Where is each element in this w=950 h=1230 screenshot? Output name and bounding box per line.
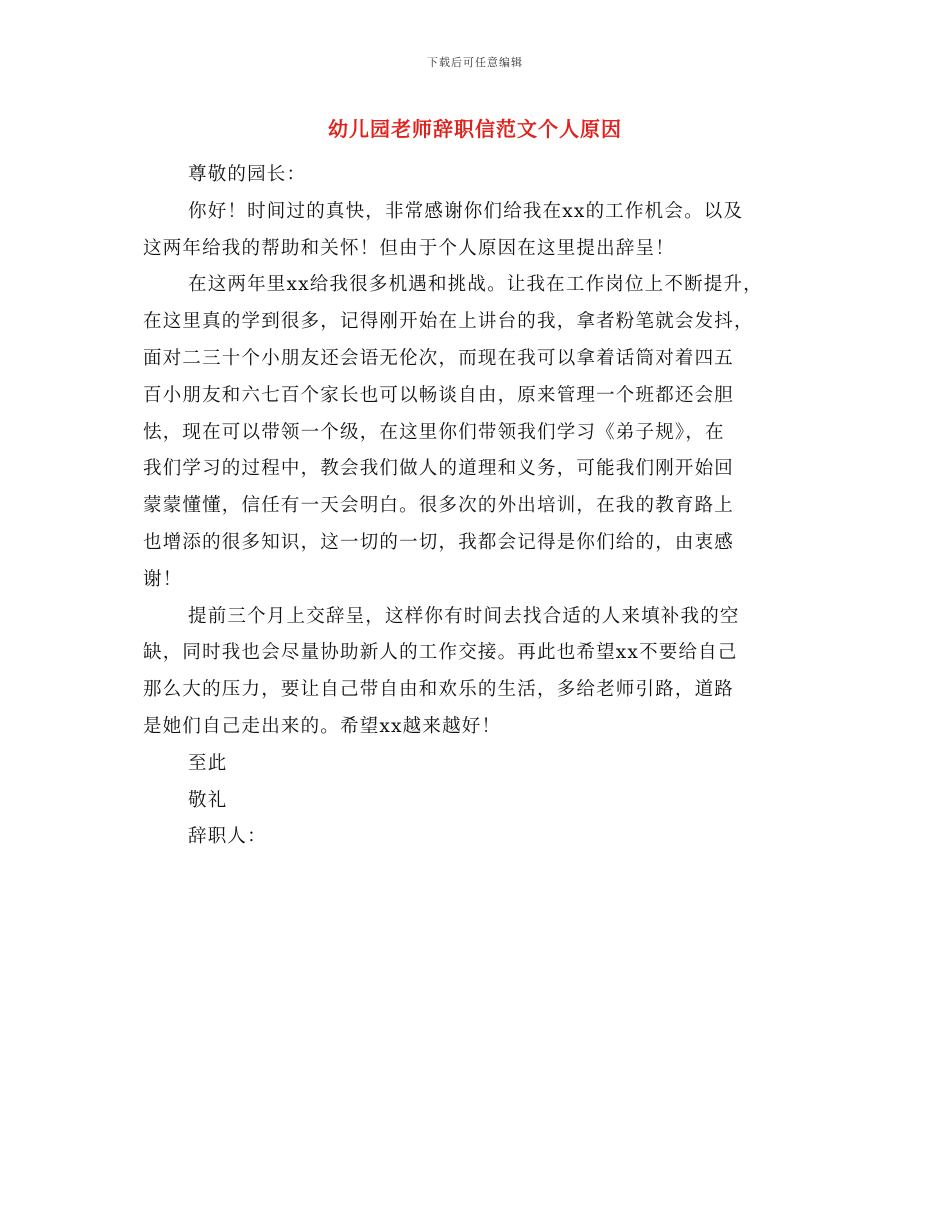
paragraph-2-line-3: 面对二三十个小朋友还会语无伦次，而现在我可以拿着话筒对着四五 [143, 347, 735, 369]
letter-body [143, 157, 823, 856]
paragraph-1-line-1: 你好！时间过的真快，非常感谢你们给我在xx的工作机会。以及 [188, 200, 744, 222]
closing-line-2: 敬礼 [188, 789, 228, 811]
paragraph-2-line-2: 在这里真的学到很多，记得刚开始在上讲台的我，拿者粉笔就会发抖， [143, 311, 754, 333]
paragraph-2-line-4: 百小朋友和六七百个家长也可以畅谈自由，原来管理一个班都还会胆 [143, 384, 735, 406]
paragraph-2-line-5: 怯，现在可以带领一个级，在这里你们带领我们学习《弟子规》，在 [143, 421, 725, 443]
paragraph-2-line-6: 我们学习的过程中，教会我们做人的道理和义务，可能我们刚开始回 [143, 458, 735, 480]
paragraph-3-line-1: 提前三个月上交辞呈，这样你有时间去找合适的人来填补我的空 [188, 605, 740, 627]
greeting: 尊敬的园长： [188, 164, 307, 185]
paragraph-2-line-7: 蒙蒙懂懂，信任有一天会明白。很多次的外出培训，在我的教育路上 [143, 495, 735, 517]
paragraph-2-line-8: 也增添的很多知识，这一切的一切，我都会记得是你们给的，由衷感 [143, 531, 735, 553]
signature-label: 辞职人： [188, 826, 267, 848]
paragraph-2-line-1: 在这两年里xx给我很多机遇和挑战。让我在工作岗位上不断提升， [188, 274, 763, 296]
paragraph-2-line-9: 谢！ [143, 568, 183, 590]
paragraph-1-line-2: 这两年给我的帮助和关怀！但由于个人原因在这里提出辞呈！ [143, 237, 675, 259]
paragraph-3-line-3: 那么大的压力，要让自己带自由和欢乐的生活，多给老师引路，道路 [143, 679, 735, 701]
closing-line-1: 至此 [188, 752, 228, 774]
paragraph-3-line-4: 是她们自己走出来的。希望xx越来越好！ [143, 715, 502, 737]
header-note: 下载后可任意编辑 [427, 56, 523, 69]
document-title: 幼儿园老师辞职信范文个人原因 [328, 117, 622, 141]
paragraph-3-line-2: 缺，同时我也会尽量协助新人的工作交接。再此也希望xx不要给自己 [143, 642, 738, 664]
